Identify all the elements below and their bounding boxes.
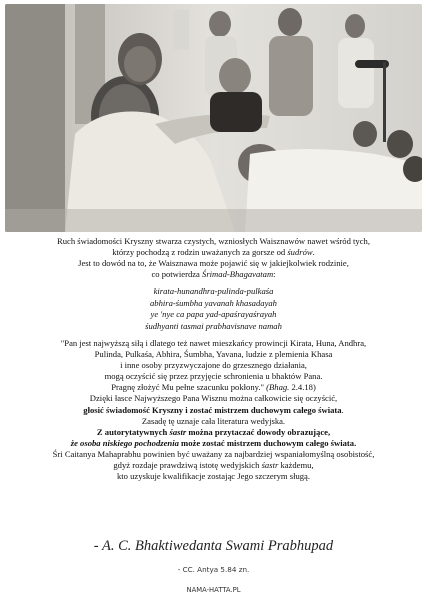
- verse-line: abhira-śumbha yavanah khasadayah: [150, 297, 277, 308]
- intro-emphasis: śudrów: [287, 247, 313, 258]
- source-reference: - CC. Antya 5.84 zn.: [177, 565, 250, 574]
- translation-line: [6, 382, 421, 393]
- intro-line: Jest to dowód na to, że Waisznawa może pojawić się w jakiejkolwiek rodzinie,: [78, 258, 349, 269]
- translation-line: Zasadę tę uznaje cała literatura wedyjska.: [141, 415, 286, 426]
- translation-line: i inne osoby przyzwyczajone do grzesznego działania,: [120, 360, 307, 371]
- translation-text: każdemu,: [278, 460, 314, 471]
- intro-line: Ruch świadomości Kryszny stwarza czystych, wzniosłych Waisznawów nawet wśród tych,: [57, 236, 370, 246]
- bold-statement: może zostać mistrzem duchowym całego świata.: [178, 437, 357, 448]
- photo-prabhupada-blessing: [5, 4, 422, 232]
- bold-emphasis: śastr: [169, 426, 187, 437]
- translation-emphasis: śastr: [261, 460, 279, 471]
- article-text: [6, 236, 421, 482]
- translation-line: [6, 405, 421, 416]
- sanskrit-verse: [6, 286, 421, 332]
- intro-line: [6, 269, 421, 280]
- translation-line: [6, 460, 421, 471]
- bold-emphasis: że osoba niskiego pochodzenia: [70, 437, 179, 448]
- translation-paragraph: [6, 338, 421, 482]
- bold-statement: można przytaczać dowody obrazujące,: [186, 426, 331, 437]
- verse-line: śudhyanti tasmai prabhavisnave namah: [145, 320, 282, 331]
- translation-line: Dzięki łasce Najwyższego Pana Wisznu można całkowicie się oczyścić,: [89, 393, 338, 404]
- intro-emphasis: Śrimad-Bhagavatam: [202, 269, 274, 280]
- site-name: NAMA-HATTA.PL: [186, 586, 241, 594]
- intro-text: którzy pochodzą z rodzin uważanych za gorsze od: [112, 247, 288, 258]
- intro-paragraph: [6, 236, 421, 280]
- intro-text: co potwierdza: [151, 269, 203, 280]
- translation-text: gdyż rozdaje prawdziwą istotę wedyjskich: [113, 460, 262, 471]
- verse-number: 2.4.18): [289, 382, 316, 393]
- intro-text: :: [273, 269, 276, 280]
- translation-line: kto uzyskuje kwalifikacje zostając Jego szczerym sługą.: [116, 471, 311, 482]
- translation-text: .: [341, 404, 344, 415]
- translation-line: Śri Caitanya Mahaprabhu powinien być uważany za najbardziej wspaniałomyślną osobistość,: [52, 448, 375, 459]
- translation-line: mogą oczyścić się przez przyjęcie schronienia u bhaktów Pana.: [104, 371, 323, 382]
- translation-line: "Pan jest najwyższą siłą i dlatego też nawet mieszkańcy prowincji Kirata, Huna, Andhra,: [60, 338, 367, 348]
- translation-line: [6, 438, 421, 449]
- intro-line: [6, 247, 421, 258]
- translation-line: Pulinda, Pulkaśa, Abhira, Śumbha, Yavana, ludzie z plemienia Khasa: [94, 349, 333, 360]
- author-signature: - A. C. Bhaktiwedanta Swami Prabhupad: [93, 538, 334, 554]
- translation-text: Pragnę złożyć Mu pełne szacunku pokłony.": [111, 382, 267, 393]
- verse-line: kirata-hunandhra-pulinda-pulkaśa: [153, 286, 274, 297]
- verse-reference: (Bhag.: [266, 382, 290, 393]
- bold-statement: głosić świadomość Kryszny i zostać mistrzem duchowym całego świata: [83, 404, 342, 415]
- verse-line: ye 'nye ca papa yad-apaśrayaśrayah: [150, 309, 277, 320]
- translation-line: [6, 427, 421, 438]
- intro-text: .: [312, 247, 315, 258]
- bold-statement: Z autorytatywnych: [96, 426, 170, 437]
- photo-image: [5, 4, 422, 232]
